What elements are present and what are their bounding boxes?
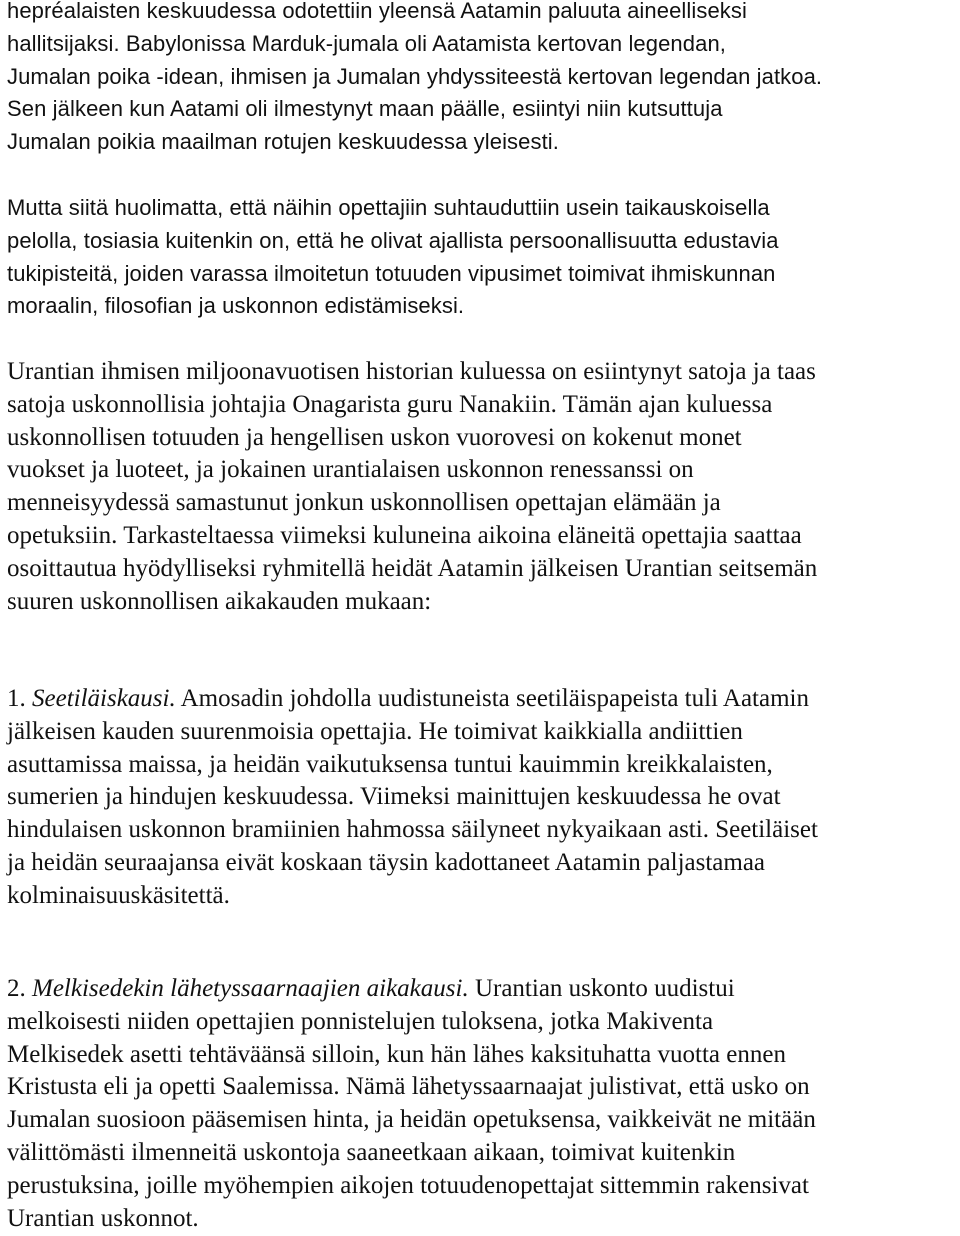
text-line: uskonnollisen totuuden ja hengellisen uskon vuorovesi on kokenut monet — [7, 423, 742, 451]
text-line: opetuksiin. Tarkasteltaessa viimeksi kuluneina aikoina eläneitä opettajia saattaa — [7, 521, 802, 549]
text-line: sumerien ja hindujen keskuudessa. Viimeksi mainittujen keskuudessa he ovat — [7, 783, 781, 811]
text-line: osoittautua hyödylliseksi ryhmitellä heidät Aatamin jälkeisen Urantian seitsemän — [7, 554, 818, 582]
list-item-first-line — [7, 973, 816, 1006]
list-item-sethite-period — [7, 683, 818, 913]
text-line: asuttamissa maissa, ja heidän vaikutuksensa tuntui kauimmin kreikkalaisten, — [7, 750, 773, 778]
text-line: Sen jälkeen kun Aatami oli ilmestynyt maan päälle, esiintyi niin kutsuttuja — [7, 96, 723, 122]
text-line: Jumalan suosioon pääsemisen hinta, ja heidän opetuksensa, vaikkeivät ne mitään — [7, 1106, 816, 1134]
text-fragment: Urantian uskonto uudistui — [474, 975, 735, 1002]
text-line: tukipisteitä, joiden varassa ilmoitetun totuuden vipusimet toimivat ihmiskunnan — [7, 260, 776, 286]
text-line: moraalin, filosofian ja uskonnon edistämiseksi. — [7, 293, 465, 319]
text-line: hallitsijaksi. Babylonissa Marduk-jumala oli Aatamista kertovan legendan, — [7, 30, 726, 56]
text-line: perustuksina, joille myöhempien aikojen totuudenopettajat sittemmin rakensivat — [7, 1171, 809, 1199]
text-fragment: Amosadin johdolla uudistuneista seetiläispapeista tuli Aatamin — [180, 685, 809, 712]
text-line: Urantian uskonnot. — [7, 1204, 199, 1232]
text-line: Jumalan poika -idean, ihmisen ja Jumalan yhdyssiteestä kertovan legendan jatkoa. — [7, 63, 823, 89]
paragraph-teachers-fulcrums — [7, 192, 779, 323]
list-item-first-line — [7, 683, 818, 716]
list-item-heading: Seetiläiskausi. — [32, 685, 176, 712]
list-item-heading: Melkisedekin lähetyssaarnaajien aikakausi. — [32, 975, 469, 1002]
text-line: Kristusta eli ja opetti Saalemissa. Nämä lähetyssaarnaajat julistivat, että usko on — [7, 1073, 810, 1101]
paragraph-adam-legend — [7, 0, 822, 159]
list-number: 1. — [7, 685, 26, 712]
text-line: melkoisesti niiden opettajien ponnistelujen tuloksena, jotka Makiventa — [7, 1007, 714, 1035]
text-line: Melkisedek asetti tehtäväänsä silloin, kun hän lähes kaksituhatta vuotta ennen — [7, 1040, 786, 1068]
text-line: kolminaisuuskäsitettä. — [7, 881, 230, 909]
list-number: 2. — [7, 975, 26, 1002]
text-line: Urantian ihmisen miljoonavuotisen historian kuluessa on esiintynyt satoja ja taas — [7, 358, 816, 385]
paragraph-religious-epochs-intro — [7, 356, 817, 618]
text-line: satoja uskonnollisia johtajia Onagarista guru Nanakiin. Tämän ajan kuluessa — [7, 390, 773, 418]
text-line: välittömästi ilmenneitä uskontoja saaneetkaan aikaan, toimivat kuitenkin — [7, 1138, 736, 1166]
text-line: jälkeisen kauden suurenmoisia opettajia. He toimivat kaikkialla andiittien — [7, 717, 743, 745]
text-line: vuokset ja luoteet, ja jokainen urantialaisen uskonnon renessanssi on — [7, 456, 694, 484]
text-line: pelolla, tosiasia kuitenkin on, että he olivat ajallista persoonallisuutta edustavia — [7, 227, 779, 253]
text-line: hindulaisen uskonnon bramiinien hahmossa säilyneet nykyaikaan asti. Seetiläiset — [7, 816, 818, 844]
text-line: ja heidän seuraajansa eivät koskaan täysin kadottaneet Aatamin paljastamaa — [7, 848, 766, 876]
text-line: Jumalan poikia maailman rotujen keskuudessa yleisesti. — [7, 129, 560, 155]
list-item-melchizedek-era — [7, 973, 816, 1235]
text-line: hepréalaisten keskuudessa odotettiin yleensä Aatamin paluuta aineelliseksi — [7, 0, 747, 23]
text-line: suuren uskonnollisen aikakauden mukaan: — [7, 587, 432, 615]
text-line: Mutta siitä huolimatta, että näihin opettajiin suhtauduttiin usein taikauskoisella — [7, 195, 770, 220]
text-line: menneisyydessä samastunut jonkun uskonnollisen opettajan elämään ja — [7, 489, 721, 517]
